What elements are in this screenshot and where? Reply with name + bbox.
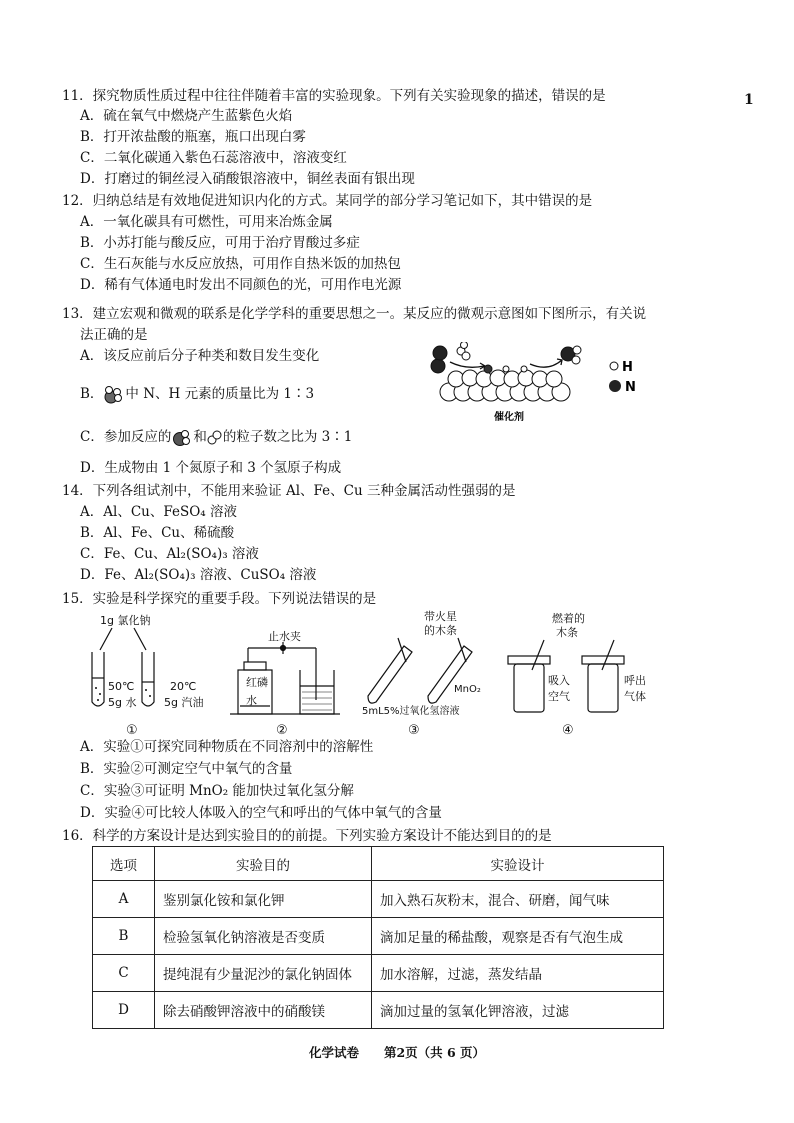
fig3-label-1: 带火星 <box>424 610 457 623</box>
table-row <box>93 955 664 992</box>
table-cell: B <box>93 918 155 955</box>
q13-stem-line1: 13．建立宏观和微观的联系是化学学科的重要思想之一。某反应的微观示意图如下图所示，有关说 <box>62 306 647 322</box>
fig3-label-bottom: 5mL5%过氧化氢溶液 <box>362 706 460 717</box>
fig3-label-2: 的木条 <box>424 624 457 637</box>
table-header: 实验目的 <box>155 847 372 881</box>
fig1-label-nacl: 1g 氯化钠 <box>100 614 151 627</box>
nh3-molecule-icon <box>103 386 125 404</box>
q12-stem: 12．归纳总结是有效地促进知识内化的方式。某同学的部分学习笔记如下，其中错误的是 <box>62 193 593 209</box>
fig3-catalyst-tubes <box>362 610 481 738</box>
fig4-label-out1: 呼出 <box>624 674 646 687</box>
q14-option-b: B．Al、Fe、Cu、稀硫酸 <box>80 525 235 541</box>
q15-option-a: A．实验①可探究同种物质在不同溶剂中的溶解性 <box>80 739 374 755</box>
q15-stem: 15．实验是科学探究的重要手段。下列说法错误的是 <box>62 591 377 607</box>
q16-table <box>92 846 664 1029</box>
fig1-dissolution-tubes <box>92 613 203 738</box>
fig2-number: ② <box>276 723 288 738</box>
q14-option-c: C．Fe、Cu、Al₂(SO₄)₃ 溶液 <box>80 546 259 562</box>
q12-option-d: D．稀有气体通电时发出不同颜色的光，可用作电光源 <box>80 277 402 293</box>
fig4-label-out2: 气体 <box>624 690 646 703</box>
nh3-molecule-icon <box>561 346 581 364</box>
q13-option-c-suffix: 的粒子数之比为 3∶1 <box>222 429 353 445</box>
table-cell: D <box>93 992 155 1029</box>
q12-option-a: A．一氧化碳具有可燃性，可用来冶炼金属 <box>80 214 333 230</box>
fig3-label-mno2: MnO₂ <box>454 684 481 695</box>
fig3-number: ③ <box>408 723 420 738</box>
nh3-molecule-icon <box>171 429 193 447</box>
table-row <box>93 881 664 918</box>
fig2-label-clamp: 止水夹 <box>268 630 301 643</box>
q13-option-b-prefix: B． <box>80 386 104 402</box>
q11-option-d: D．打磨过的铜丝浸入硝酸银溶液中，铜丝表面有银出现 <box>80 171 415 187</box>
q16-stem: 16．科学的方案设计是达到实验目的的前提。下列实验方案设计不能达到目的的是 <box>62 828 552 844</box>
q15-figures <box>78 610 658 738</box>
q12-option-b: B．小苏打能与酸反应，可用于治疗胃酸过多症 <box>80 235 360 251</box>
table-cell: 除去硝酸钾溶液中的硝酸镁 <box>155 992 372 1029</box>
h2-molecule-icon <box>207 429 223 447</box>
fig2-oxygen-apparatus <box>230 629 340 738</box>
q13-option-a: A．该反应前后分子种类和数目发生变化 <box>80 348 320 364</box>
fig4-label-1: 燃着的 <box>552 612 585 625</box>
table-cell: C <box>93 955 155 992</box>
table-cell: 加水溶解，过滤，蒸发结晶 <box>372 955 664 992</box>
q13-stem-line2: 法正确的是 <box>80 327 148 343</box>
catalyst-surface <box>440 370 570 401</box>
fig4-number: ④ <box>562 723 574 738</box>
q14-option-d: D．Fe、Al₂(SO₄)₃ 溶液、CuSO₄ 溶液 <box>80 567 317 583</box>
q14-option-a: A．Al、Cu、FeSO₄ 溶液 <box>80 504 237 520</box>
q12-option-c: C．生石灰能与水反应放热，可用作自热米饭的加热包 <box>80 256 401 272</box>
q11-option-c: C．二氧化碳通入紫色石蕊溶液中，溶液变红 <box>80 150 347 166</box>
q13-option-c-middle: 和 <box>193 429 207 445</box>
table-row <box>93 918 664 955</box>
table-cell: 提纯混有少量泥沙的氯化钠固体 <box>155 955 372 992</box>
table-row <box>93 992 664 1029</box>
h2-molecule-icon <box>457 342 470 360</box>
fig4-breath-bottles <box>508 611 646 738</box>
fig4-label-in1: 吸入 <box>548 674 570 687</box>
q13-reaction-diagram <box>428 342 658 432</box>
table-cell: 检验氢氧化钠溶液是否变质 <box>155 918 372 955</box>
legend-h-label: H <box>622 360 633 375</box>
q15-option-c: C．实验③可证明 MnO₂ 能加快过氧化氢分解 <box>80 783 354 799</box>
fig2-label-phosphorus: 红磷 <box>246 676 268 689</box>
table-cell: 加入熟石灰粉末，混合、研磨，闻气味 <box>372 881 664 918</box>
fig1-label-gasoline: 5g 汽油 <box>164 696 204 709</box>
fig4-label-in2: 空气 <box>548 690 570 703</box>
table-cell: 滴加足量的稀盐酸，观察是否有气泡生成 <box>372 918 664 955</box>
n2-molecule-icon <box>431 346 447 373</box>
table-header: 实验设计 <box>372 847 664 881</box>
q15-option-b: B．实验②可测定空气中氧气的含量 <box>80 761 293 777</box>
table-cell: A <box>93 881 155 918</box>
fig1-label-water: 5g 水 <box>108 696 137 709</box>
q15-option-d: D．实验④可比较人体吸入的空气和呼出的气体中氧气的含量 <box>80 805 442 821</box>
catalyst-label: 催化剂 <box>494 412 524 423</box>
q11-option-a: A．硫在氧气中燃烧产生蓝紫色火焰 <box>80 108 293 124</box>
table-header: 选项 <box>93 847 155 881</box>
q13-option-c-prefix: C．参加反应的 <box>80 429 172 445</box>
q11-option-b: B．打开浓盐酸的瓶塞，瓶口出现白雾 <box>80 129 306 145</box>
q11-stem: 11．探究物质性质过程中往往伴随着丰富的实验现象。下列有关实验现象的描述，错误的是 <box>62 88 606 104</box>
q13-option-d: D．生成物由 1 个氮原子和 3 个氢原子构成 <box>80 460 342 476</box>
fig1-label-20c: 20℃ <box>170 680 197 693</box>
q14-stem: 14．下列各组试剂中，不能用来验证 Al、Fe、Cu 三种金属活动性强弱的是 <box>62 483 516 499</box>
fig4-label-2: 木条 <box>556 626 578 639</box>
table-cell: 滴加过量的氢氧化钾溶液，过滤 <box>372 992 664 1029</box>
q13-option-c <box>80 427 352 448</box>
q13-option-b-suffix: 中 N、H 元素的质量比为 1∶3 <box>125 386 315 402</box>
table-header-row <box>93 847 664 881</box>
stray-mark: 1 <box>744 92 754 108</box>
fig1-number: ① <box>126 723 138 738</box>
page-footer: 化学试卷 第2页（共 6 页） <box>308 1045 486 1060</box>
table-cell: 鉴别氯化铵和氯化钾 <box>155 881 372 918</box>
fig1-label-50c: 50℃ <box>108 680 135 693</box>
q13-option-b <box>80 384 314 405</box>
legend-n-label: N <box>625 380 636 395</box>
fig2-label-water: 水 <box>246 694 257 707</box>
